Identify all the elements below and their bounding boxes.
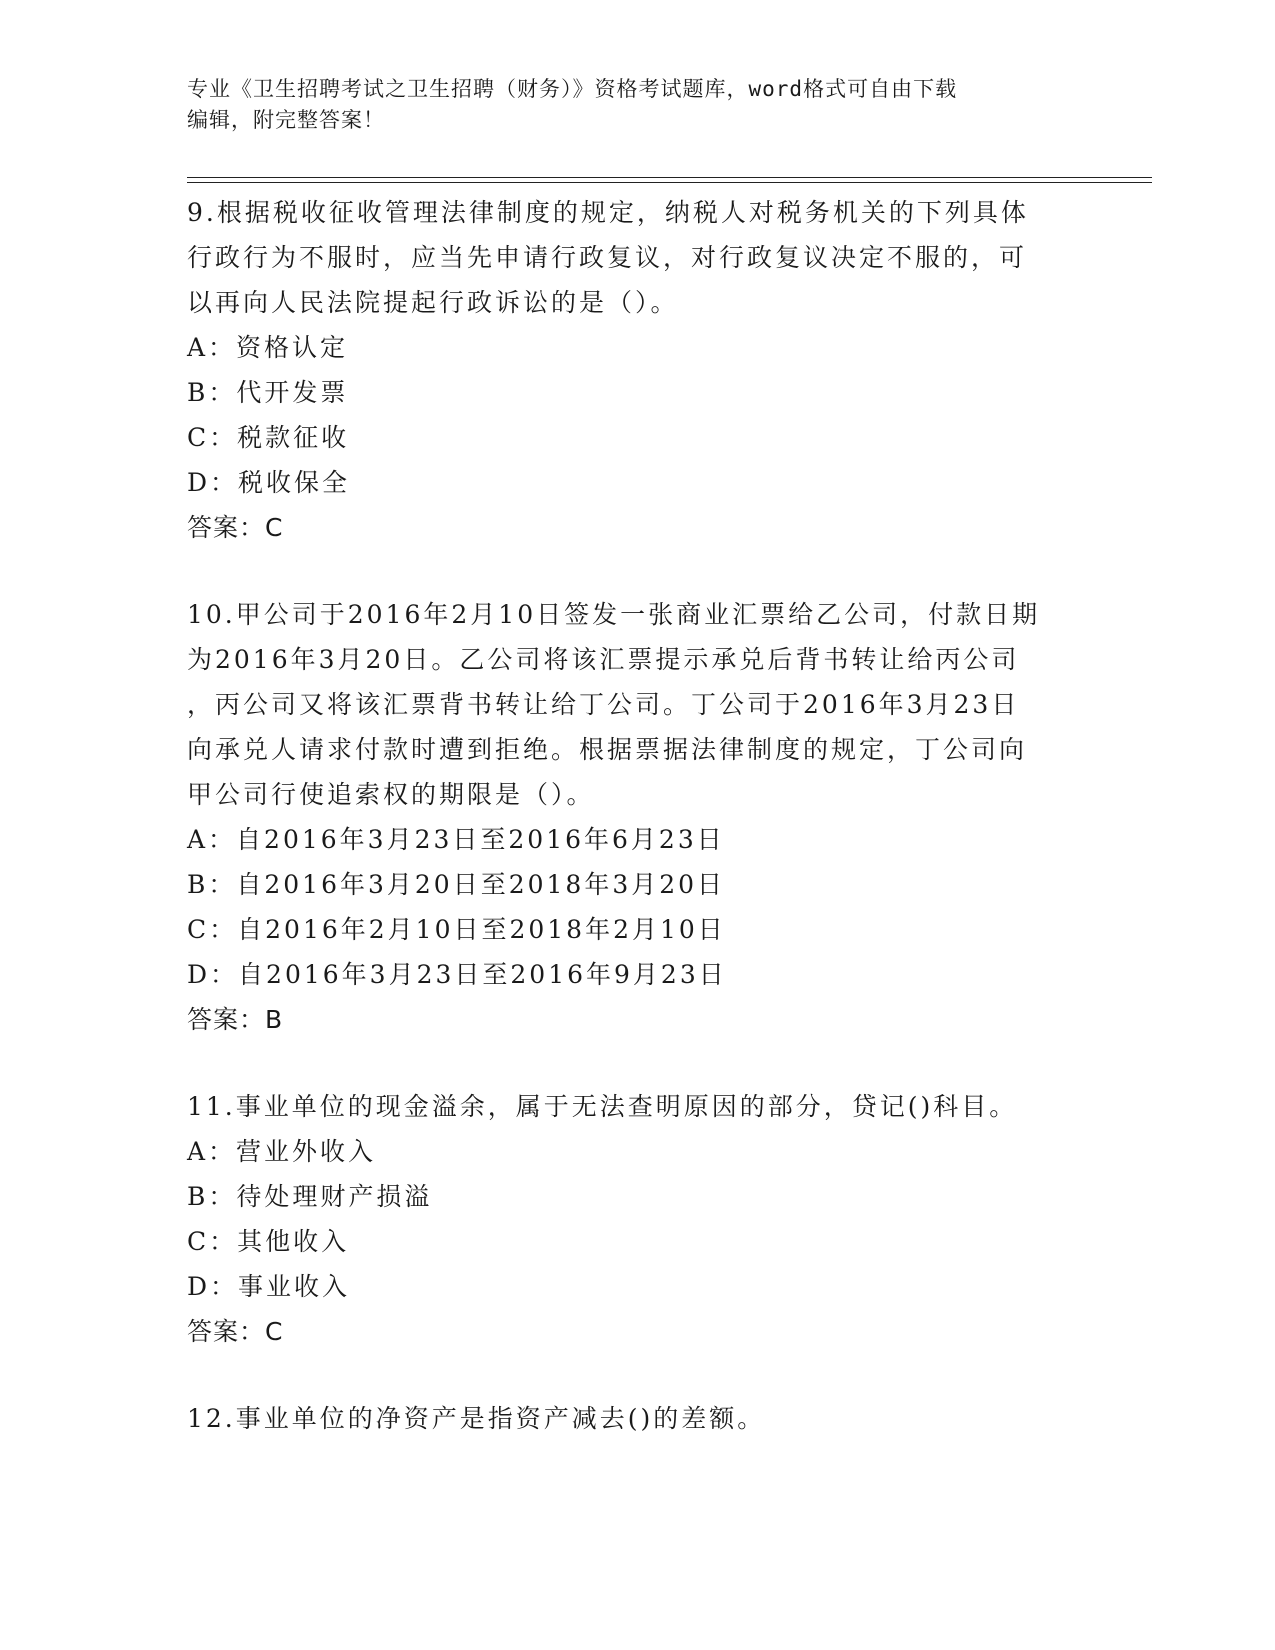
question-stem-line: 为2016年3月20日。乙公司将该汇票提示承兑后背书转让给丙公司 bbox=[187, 645, 1020, 674]
option-d: D：自2016年3月23日至2016年9月23日 bbox=[187, 960, 727, 989]
option-a: A：资格认定 bbox=[187, 333, 349, 362]
spacer bbox=[187, 550, 1067, 592]
question-list bbox=[187, 190, 1067, 1441]
question-stem-line: 9.根据税收征收管理法律制度的规定，纳税人对税务机关的下列具体 bbox=[187, 198, 1029, 227]
header-rule-top bbox=[187, 177, 1152, 178]
option-c: C：其他收入 bbox=[187, 1227, 350, 1256]
header-line-1: 专业《卫生招聘考试之卫生招聘（财务）》资格考试题库，word格式可自由下载 bbox=[187, 77, 958, 101]
header-line-2: 编辑，附完整答案！ bbox=[187, 108, 385, 132]
option-d: D：税收保全 bbox=[187, 468, 351, 497]
option-d: D：事业收入 bbox=[187, 1272, 351, 1301]
option-c: C：税款征收 bbox=[187, 423, 350, 452]
spacer bbox=[187, 1042, 1067, 1084]
option-a: A：自2016年3月23日至2016年6月23日 bbox=[187, 825, 725, 854]
option-a: A：营业外收入 bbox=[187, 1137, 377, 1166]
option-b: B：待处理财产损溢 bbox=[187, 1182, 433, 1211]
question-stem-line: 行政行为不服时，应当先申请行政复议，对行政复议决定不服的，可 bbox=[187, 243, 1028, 272]
question-12 bbox=[187, 1396, 1067, 1441]
question-stem-line: 12.事业单位的净资产是指资产减去()的差额。 bbox=[187, 1404, 766, 1433]
answer: 答案：C bbox=[187, 513, 284, 542]
question-11 bbox=[187, 1084, 1067, 1354]
question-stem-line: 10.甲公司于2016年2月10日签发一张商业汇票给乙公司，付款日期 bbox=[187, 600, 1041, 629]
question-stem-line: ，丙公司又将该汇票背书转让给丁公司。丁公司于2016年3月23日 bbox=[187, 690, 1020, 719]
option-c: C：自2016年2月10日至2018年2月10日 bbox=[187, 915, 726, 944]
option-b: B：代开发票 bbox=[187, 378, 349, 407]
question-9 bbox=[187, 190, 1067, 550]
option-b: B：自2016年3月20日至2018年3月20日 bbox=[187, 870, 726, 899]
question-stem-line: 向承兑人请求付款时遭到拒绝。根据票据法律制度的规定，丁公司向 bbox=[187, 735, 1028, 764]
document-header bbox=[187, 74, 1067, 136]
question-10 bbox=[187, 592, 1067, 1042]
header-rule-bottom bbox=[187, 182, 1152, 183]
question-stem-line: 甲公司行使追索权的期限是（）。 bbox=[187, 780, 595, 809]
spacer bbox=[187, 1354, 1067, 1396]
answer: 答案：C bbox=[187, 1317, 284, 1346]
question-stem-line: 以再向人民法院提起行政诉讼的是（）。 bbox=[187, 288, 679, 317]
question-stem-line: 11.事业单位的现金溢余，属于无法查明原因的部分，贷记()科目。 bbox=[187, 1092, 1018, 1121]
answer: 答案：B bbox=[187, 1005, 284, 1034]
